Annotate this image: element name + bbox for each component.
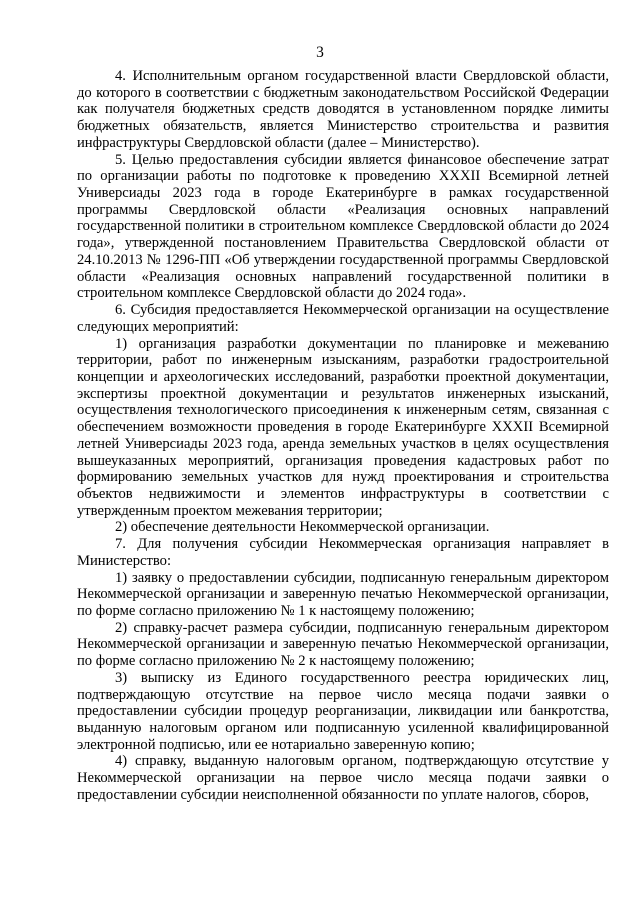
paragraph-6-item-1: 1) организация разработки документации по планировке и межеванию территории, работ по инженерным изысканиям, разработки градостроительной концепции и археологических исследований, разработки проектной документации, экспертизы проектной документации и результатов инженерных изысканий, осуществления технологического присоединения к инженерным сетям, связанная с обеспечением возможности проведения в городе Екатеринбурге XXXII Всемирной летней Универсиады 2023 года, аренда земельных участков в целях осуществления вышеуказанных мероприятий, организация проведения кадастровых работ по формированию земельных участков для нужд проектирования и строительства объектов недвижимости и элементов инфраструктуры в соответствии с утвержденным проектом межевания территории; (77, 335, 609, 519)
paragraph-7-item-4: 4) справку, выданную налоговым органом, подтверждающую отсутствие у Некоммерческой организации на первое число месяца подачи заявки о предоставлении субсидии неисполненной обязанности по уплате налогов, сборов, (77, 753, 609, 803)
page-number: 3 (316, 44, 324, 61)
paragraph-5: 5. Целью предоставления субсидии является финансовое обеспечение затрат по организации работы по подготовке к проведению XXXII Всемирной летней Универсиады 2023 года в городе Екатеринбурге в рамках государственной программы Свердловской области «Реализация основных направлений государственной политики в строительном комплексе Свердловской области до 2024 года», утвержденной постановлением Правительства Свердловской области от 24.10.2013 № 1296-ПП «Об утверждении государственной программы Свердловской области «Реализация основных направлений государственной политики в строительном комплексе Свердловской области до 2024 года». (77, 151, 609, 302)
paragraph-7-item-2: 2) справку-расчет размера субсидии, подписанную генеральным директором Некоммерческой организации и заверенную печатью Некоммерческой организации, по форме согласно приложению № 2 к настоящему положению; (77, 619, 609, 670)
paragraph-6: 6. Субсидия предоставляется Некоммерческой организации на осуществление следующих мероприятий: (77, 302, 609, 335)
paragraph-4: 4. Исполнительным органом государственной власти Свердловской области, до которого в соответствии с бюджетным законодательством Российской Федерации как получателя бюджетных средств доводятся в установленном порядке лимиты бюджетных обязательств, является Министерство строительства и развития инфраструктуры Свердловской области (далее – Министерство). (77, 68, 609, 151)
paragraph-7-item-3: 3) выписку из Единого государственного реестра юридических лиц, подтверждающую отсутствие на первое число месяца подачи заявки о предоставлении субсидии процедур реорганизации, ликвидации или банкротства, выданную налоговым органом или подписанную усиленной квалифицированной электронной подписью, или ее нотариально заверенную копию; (77, 669, 609, 753)
paragraph-7-item-1: 1) заявку о предоставлении субсидии, подписанную генеральным директором Некоммерческой организации и заверенную печатью Некоммерческой организации, по форме согласно приложению № 1 к настоящему положению; (77, 569, 609, 619)
paragraph-6-item-2: 2) обеспечение деятельности Некоммерческой организации. (115, 519, 490, 536)
document-body (77, 68, 609, 804)
paragraph-7: 7. Для получения субсидии Некоммерческая организация направляет в Министерство: (77, 536, 609, 569)
